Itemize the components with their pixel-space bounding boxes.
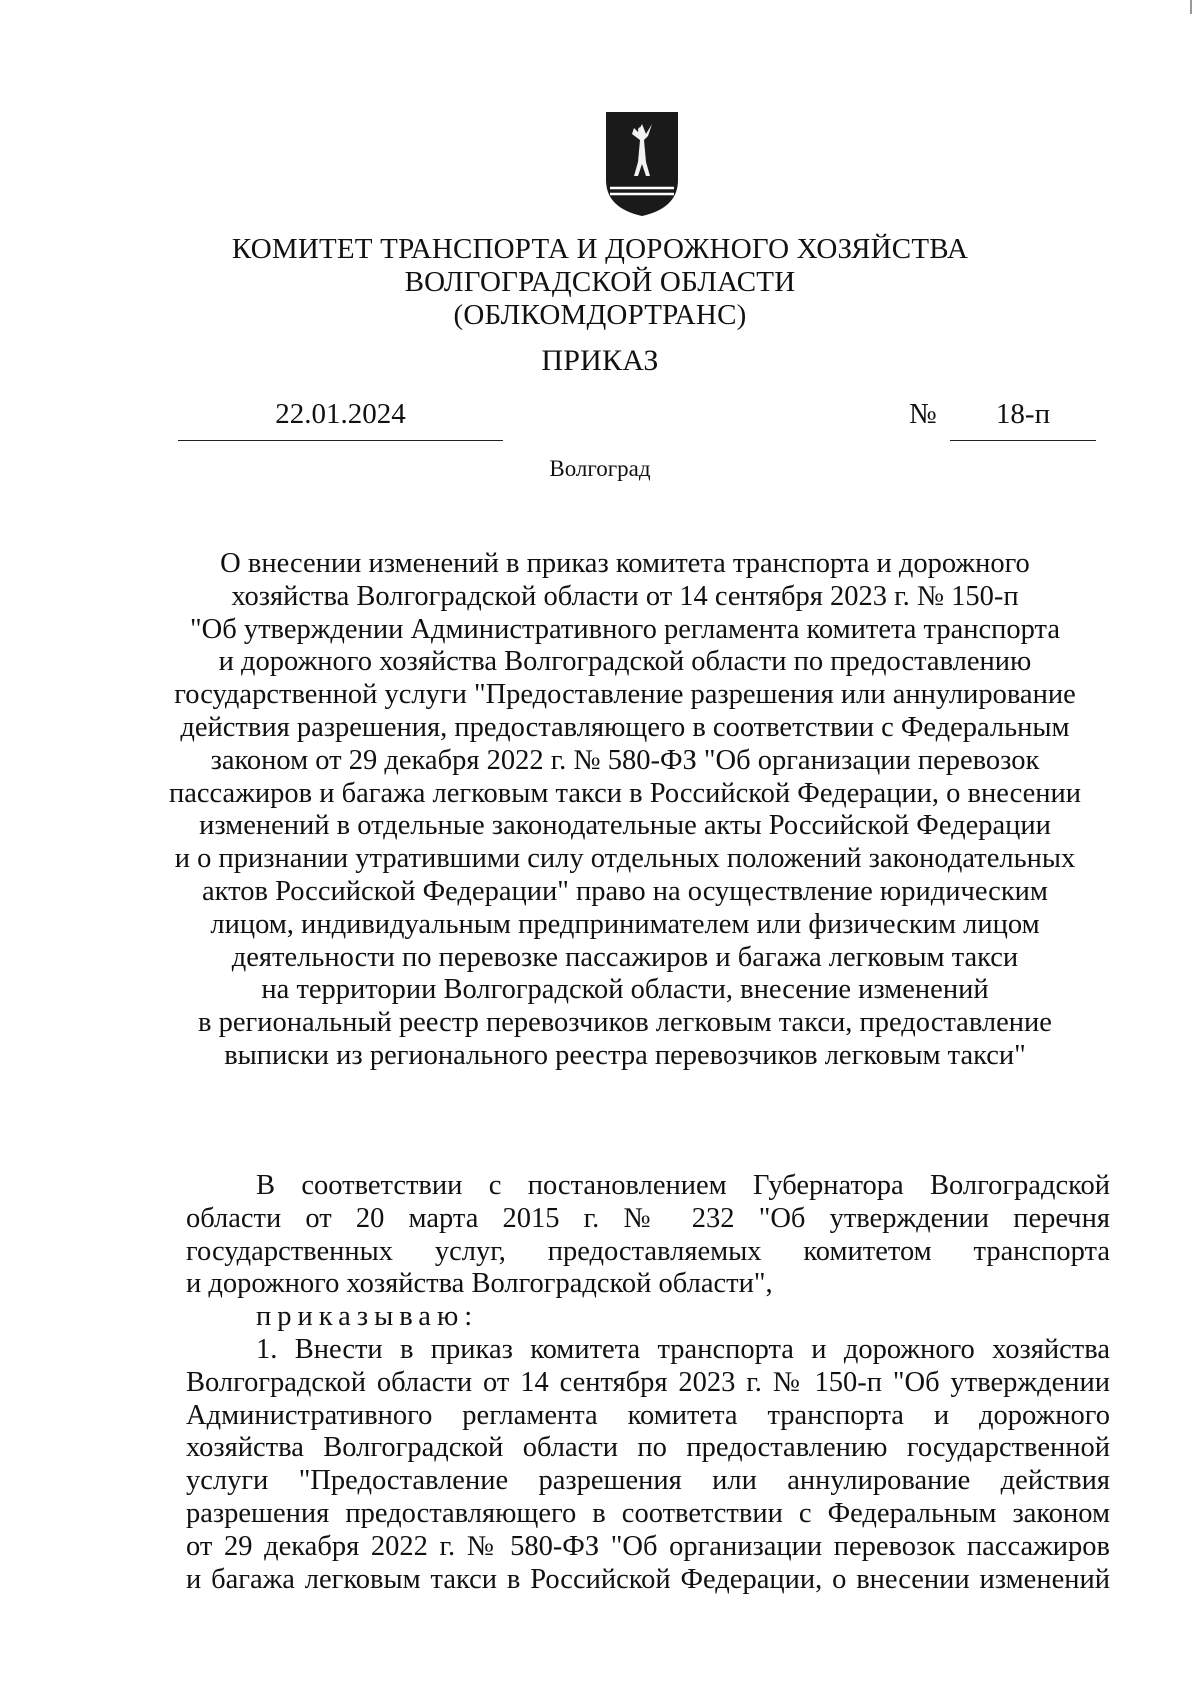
subject-line: деятельности по перевозке пассажиров и багажа легковым такси <box>231 941 1019 973</box>
coat-of-arms-icon <box>604 110 680 218</box>
date-underline <box>178 440 503 441</box>
subject-line: О внесении изменений в приказ комитета транспорта и дорожного <box>220 548 1030 579</box>
subject-line: лицом, индивидуальным предпринимателем или физическим лицом <box>210 908 1040 940</box>
document-subject <box>150 548 1100 1073</box>
city: Волгоград <box>549 456 651 481</box>
subject-line: государственной услуги "Предоставление разрешения или аннулирование <box>174 679 1076 711</box>
body-line: Волгоградской области от 14 сентября 2023 г. № 150-п "Об утверждении <box>186 1366 1110 1398</box>
body-line: от 29 декабря 2022 г. № 580-ФЗ "Об организации перевозок пассажиров <box>186 1530 1110 1562</box>
org-line: ВОЛГОГРАДСКОЙ ОБЛАСТИ <box>404 266 796 298</box>
body-line: области от 20 марта 2015 г. № 232 "Об утверждении перечня <box>186 1202 1110 1234</box>
subject-line: изменений в отдельные законодательные акты Российской Федерации <box>199 810 1051 842</box>
number-underline <box>950 440 1096 441</box>
subject-line: актов Российской Федерации" право на осуществление юридическим <box>202 875 1048 907</box>
subject-line: хозяйства Волгоградской области от 14 сентября 2023 г. № 150-п <box>231 580 1019 612</box>
document-body <box>186 1170 1110 1596</box>
document-date: 22.01.2024 <box>275 398 406 430</box>
subject-line: законом от 29 декабря 2022 г. № 580-ФЗ "Об организации перевозок <box>210 744 1040 776</box>
body-line: государственных услуг, предоставляемых комитетом транспорта <box>186 1235 1110 1267</box>
subject-line: и о признании утратившими силу отдельных положений законодательных <box>174 843 1076 875</box>
subject-line: в региональный реестр перевозчиков легковым такси, предоставление <box>198 1007 1052 1039</box>
org-line: КОМИТЕТ ТРАНСПОРТА И ДОРОЖНОГО ХОЗЯЙСТВА <box>231 233 969 265</box>
body-line: 1. Внести в приказ комитета транспорта и дорожного хозяйства <box>256 1333 1110 1365</box>
subject-line: пассажиров и багажа легковым такси в Российской Федерации, о внесении <box>169 777 1081 809</box>
subject-line: и дорожного хозяйства Волгоградской области по предоставлению <box>218 646 1032 678</box>
scan-artifact <box>1190 0 1192 14</box>
body-line: разрешения предоставляющего в соответствии с Федеральным законом <box>186 1497 1110 1529</box>
body-line: Административного регламента комитета транспорта и дорожного <box>186 1399 1110 1431</box>
body-line: В соответствии с постановлением Губернатора Волгоградской <box>256 1170 1110 1201</box>
subject-line: на территории Волгоградской области, внесение изменений <box>261 974 989 1006</box>
document-number: 18-п <box>995 398 1051 430</box>
org-line: (ОБЛКОМДОРТРАНС) <box>453 299 747 331</box>
body-line: и дорожного хозяйства Волгоградской области", <box>186 1268 773 1300</box>
body-line: и багажа легковым такси в Российской Федерации, о внесении изменений <box>186 1563 1110 1595</box>
subject-line: действия разрешения, предоставляющего в соответствии с Федеральным <box>180 711 1070 743</box>
body-line: услуги "Предоставление разрешения или аннулирование действия <box>186 1465 1110 1497</box>
body-line: хозяйства Волгоградской области по предоставлению государственной <box>186 1432 1110 1464</box>
document-type: ПРИКАЗ <box>541 344 659 377</box>
subject-line: выписки из регионального реестра перевозчиков легковым такси" <box>224 1039 1026 1071</box>
subject-line: "Об утверждении Административного регламента комитета транспорта <box>189 613 1060 645</box>
number-sign: № <box>909 398 937 430</box>
order-word: приказываю: <box>256 1301 479 1333</box>
organization-name <box>0 233 1200 332</box>
